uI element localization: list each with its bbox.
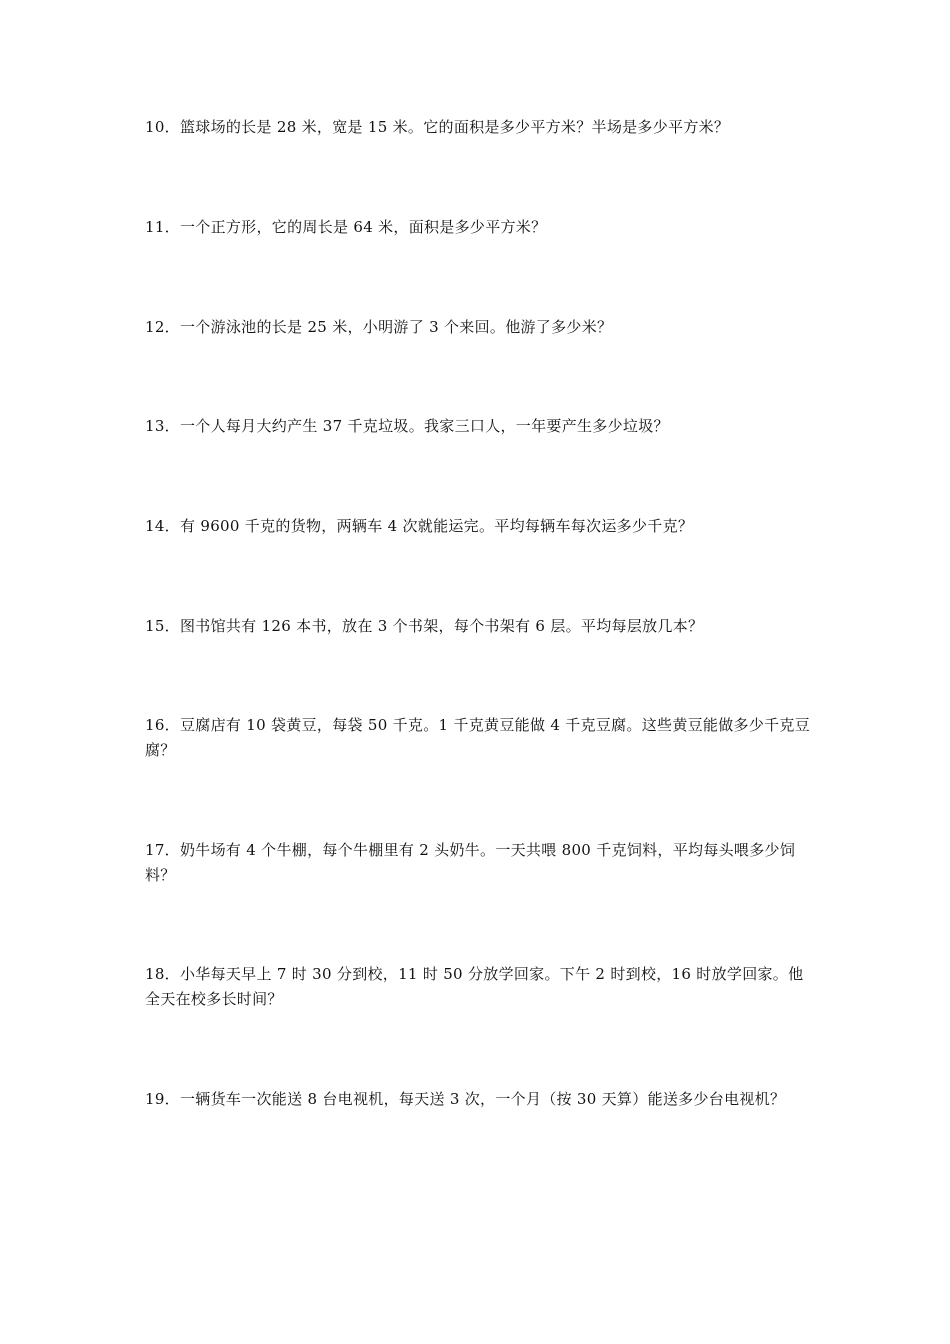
problem-10: 10．篮球场的长是 28 米，宽是 15 米。它的面积是多少平方米？半场是多少平方米？ bbox=[145, 118, 730, 136]
problem-11: 11．一个正方形，它的周长是 64 米，面积是多少平方米？ bbox=[145, 218, 547, 236]
problem-13: 13．一个人每月大约产生 37 千克垃圾。我家三口人，一年要产生多少垃圾？ bbox=[145, 417, 669, 435]
problem-19: 19．一辆货车一次能送 8 台电视机，每天送 3 次，一个月（按 30 天算）能送多少台电视机？ bbox=[145, 1090, 786, 1108]
problem-18: 18．小华每天早上 7 时 30 分到校，11 时 50 分放学回家。下午 2 时到校，16 时放学回家。他全天在校多长时间？ bbox=[145, 965, 804, 1008]
problem-16: 16．豆腐店有 10 袋黄豆，每袋 50 千克。1 千克黄豆能做 4 千克豆腐。这些黄豆能做多少千克豆腐？ bbox=[145, 716, 811, 759]
problem-14: 14．有 9600 千克的货物，两辆车 4 次就能运完。平均每辆车每次运多少千克？ bbox=[145, 517, 694, 535]
problem-17: 17．奶牛场有 4 个牛棚，每个牛棚里有 2 头奶牛。一天共喂 800 千克饲料，平均每头喂多少饲料？ bbox=[145, 841, 796, 884]
problem-15: 15．图书馆共有 126 本书，放在 3 个书架，每个书架有 6 层。平均每层放几本？ bbox=[145, 617, 704, 635]
problem-12: 12．一个游泳池的长是 25 米，小明游了 3 个来回。他游了多少米？ bbox=[145, 318, 613, 336]
